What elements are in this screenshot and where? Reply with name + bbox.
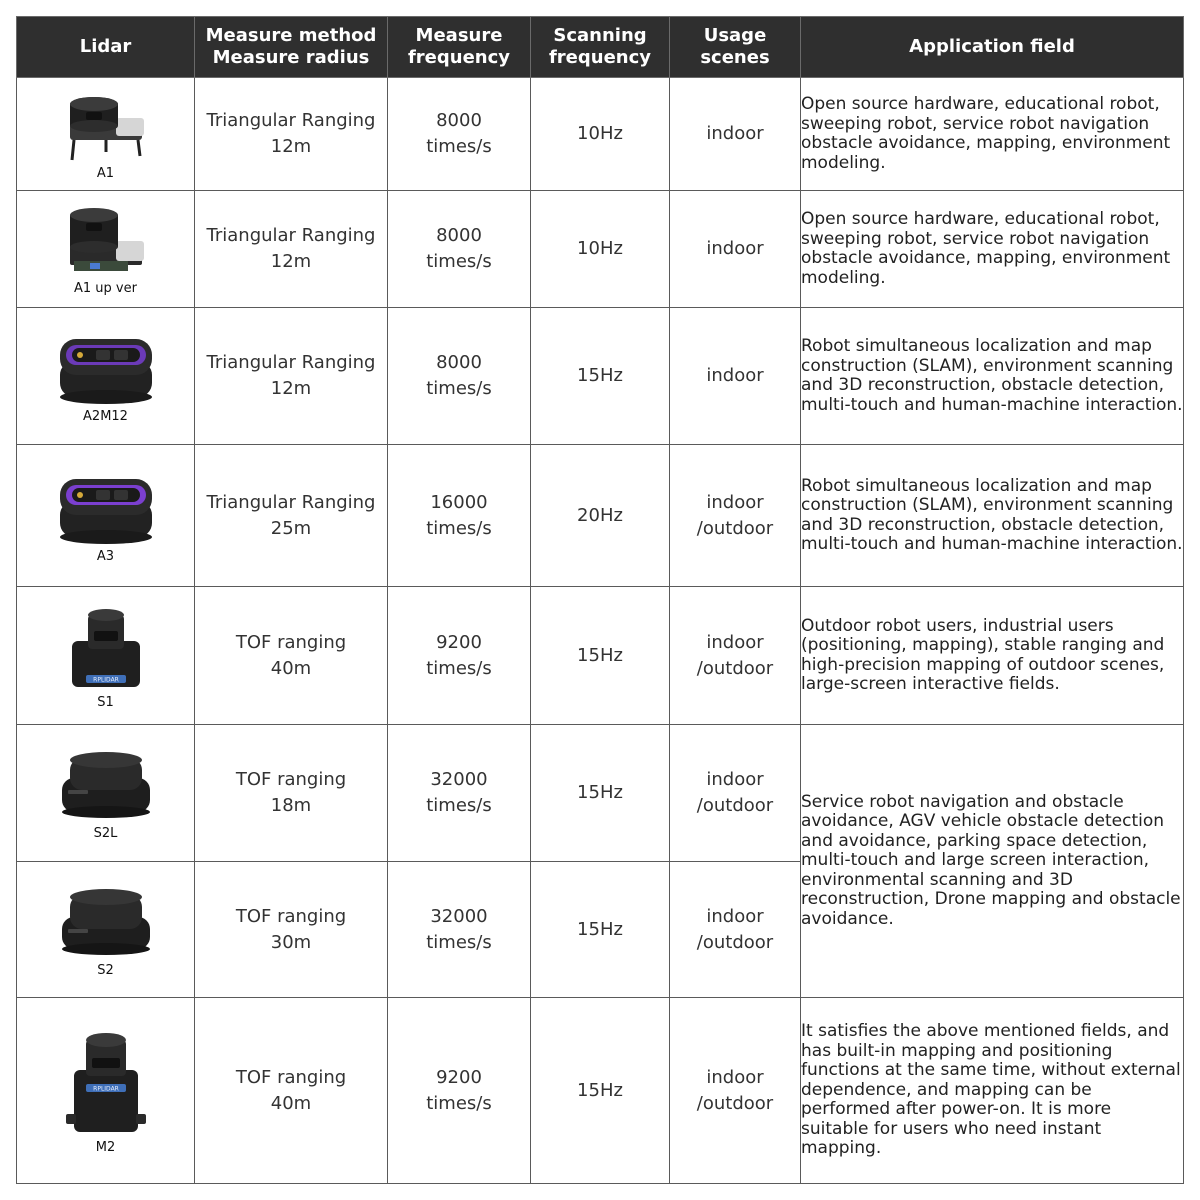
lidar-cell — [17, 191, 195, 308]
usage-cell: indoor — [670, 78, 801, 191]
s1-lidar-image — [66, 601, 146, 693]
measure-method-cell: TOF ranging 40m — [195, 587, 388, 725]
model-name: S1 — [97, 694, 114, 710]
model-name: S2 — [97, 962, 114, 978]
a1-up-ver-lidar-image — [56, 201, 156, 279]
measure-frequency-cell: 8000 times/s — [388, 78, 531, 191]
table-row — [17, 998, 1184, 1184]
lidar-cell — [17, 445, 195, 587]
lidar-cell — [17, 587, 195, 725]
application-cell: Service robot navigation and obstacle avoidance, AGV vehicle obstacle detection and avoidance, parking space detection, multi-touch and large screen interaction, environmental scanning and 3D reconstruction, Drone mapping and obstacle avoidance. — [801, 725, 1184, 998]
header-lidar: Lidar — [17, 17, 195, 78]
application-cell: It satisfies the above mentioned fields, and has built-in mapping and positioning functions at the same time, without external dependence, and mapping can be performed after power-on. It is more suitable for users who need instant mapping. — [801, 998, 1184, 1184]
measure-frequency-cell: 9200 times/s — [388, 998, 531, 1184]
lidar-cell — [17, 862, 195, 998]
measure-frequency-cell: 8000 times/s — [388, 308, 531, 445]
header-measure-method: Measure method Measure radius — [195, 17, 388, 78]
header-application-field: Application field — [801, 17, 1184, 78]
scanning-frequency-cell: 10Hz — [531, 191, 670, 308]
scanning-frequency-cell: 15Hz — [531, 725, 670, 862]
lidar-cell — [17, 308, 195, 445]
measure-frequency-cell: 32000 times/s — [388, 725, 531, 862]
usage-cell: indoor /outdoor — [670, 445, 801, 587]
lidar-spec-table — [16, 16, 1184, 1184]
application-cell: Outdoor robot users, industrial users (positioning, mapping), stable ranging and high-precision mapping of outdoor scenes, large-screen interactive fields. — [801, 587, 1184, 725]
usage-cell: indoor /outdoor — [670, 725, 801, 862]
m2-lidar-image — [64, 1026, 148, 1138]
header-measure-frequency: Measure frequency — [388, 17, 531, 78]
m2-brand-label: RPLIDAR — [92, 1085, 119, 1092]
model-name: A3 — [96, 548, 115, 564]
application-cell: Open source hardware, educational robot, sweeping robot, service robot navigation obstacle avoidance, mapping, environment modeling. — [801, 191, 1184, 308]
header-scanning-frequency: Scanning frequency — [531, 17, 670, 78]
model-name: S2L — [93, 826, 118, 841]
measure-frequency-cell: 16000 times/s — [388, 445, 531, 587]
measure-frequency-cell: 9200 times/s — [388, 587, 531, 725]
measure-method-cell: TOF ranging 40m — [195, 998, 388, 1184]
a3-lidar-image — [54, 467, 158, 547]
table-row — [17, 78, 1184, 191]
measure-method-cell: Triangular Ranging 12m — [195, 78, 388, 191]
measure-method-cell: Triangular Ranging 12m — [195, 191, 388, 308]
usage-cell: indoor /outdoor — [670, 998, 801, 1184]
a1-lidar-image — [56, 86, 156, 164]
usage-cell: indoor — [670, 191, 801, 308]
measure-method-cell: TOF ranging 30m — [195, 862, 388, 998]
table-row — [17, 725, 1184, 862]
table-row — [17, 308, 1184, 445]
s2-lidar-image — [56, 881, 156, 961]
usage-cell: indoor — [670, 308, 801, 445]
measure-method-cell: Triangular Ranging 25m — [195, 445, 388, 587]
a2m12-lidar-image — [54, 327, 158, 407]
lidar-cell — [17, 998, 195, 1184]
model-name: A1 up ver — [74, 281, 137, 296]
table-row — [17, 445, 1184, 587]
s1-brand-label: RPLIDAR — [92, 676, 119, 683]
scanning-frequency-cell: 15Hz — [531, 587, 670, 725]
measure-frequency-cell: 32000 times/s — [388, 862, 531, 998]
scanning-frequency-cell: 15Hz — [531, 308, 670, 445]
application-cell: Robot simultaneous localization and map construction (SLAM), environment scanning and 3D reconstruction, obstacle detection, multi-touch and human-machine interaction. — [801, 308, 1184, 445]
table-row — [17, 587, 1184, 725]
s2l-lidar-image — [56, 744, 156, 824]
usage-cell: indoor /outdoor — [670, 587, 801, 725]
measure-frequency-cell: 8000 times/s — [388, 191, 531, 308]
model-name: A1 — [96, 166, 115, 181]
scanning-frequency-cell: 20Hz — [531, 445, 670, 587]
model-name: A2M12 — [83, 409, 128, 424]
usage-cell: indoor /outdoor — [670, 862, 801, 998]
model-name: M2 — [95, 1139, 116, 1155]
scanning-frequency-cell: 15Hz — [531, 998, 670, 1184]
scanning-frequency-cell: 10Hz — [531, 78, 670, 191]
lidar-cell — [17, 725, 195, 862]
measure-method-cell: Triangular Ranging 12m — [195, 308, 388, 445]
application-cell: Robot simultaneous localization and map construction (SLAM), environment scanning and 3D reconstruction, obstacle detection, multi-touch and human-machine interaction. — [801, 445, 1184, 587]
header-usage-scenes: Usage scenes — [670, 17, 801, 78]
lidar-cell — [17, 78, 195, 191]
application-cell: Open source hardware, educational robot, sweeping robot, service robot navigation obstacle avoidance, mapping, environment modeling. — [801, 78, 1184, 191]
measure-method-cell: TOF ranging 18m — [195, 725, 388, 862]
header-row — [17, 17, 1184, 78]
table-row — [17, 191, 1184, 308]
scanning-frequency-cell: 15Hz — [531, 862, 670, 998]
